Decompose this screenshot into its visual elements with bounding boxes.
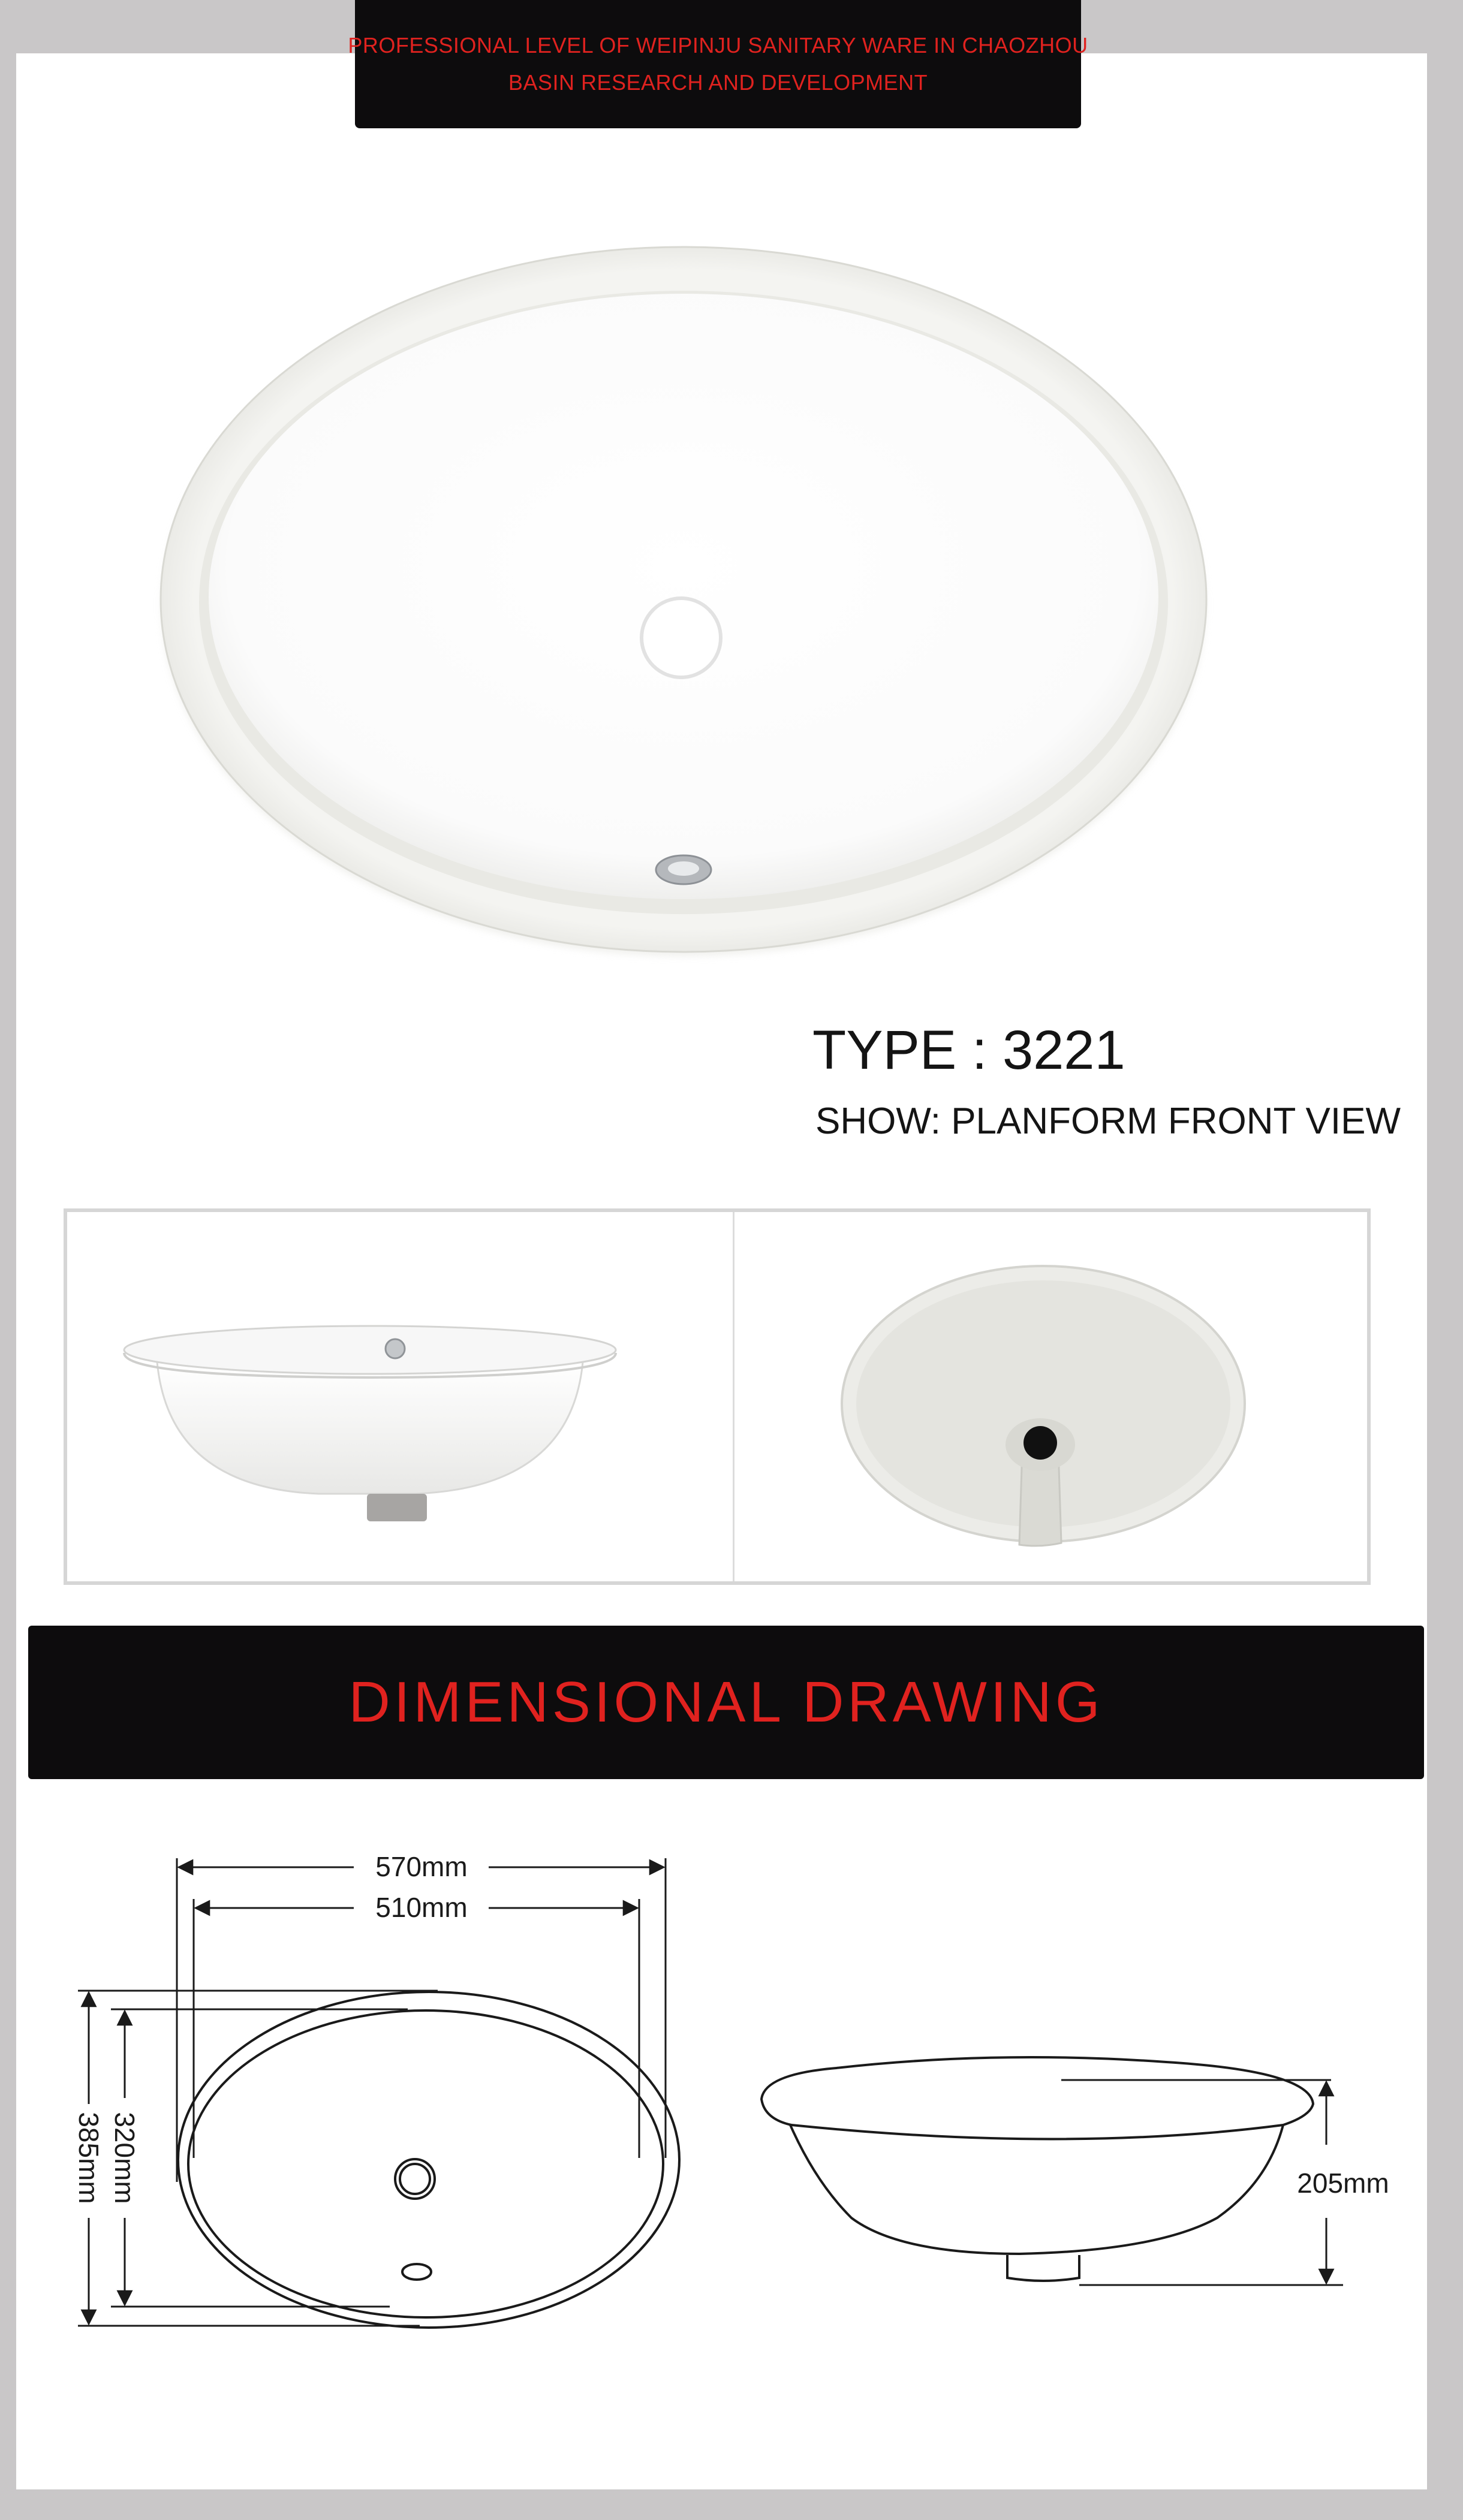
inner-bowl-outline <box>188 2010 663 2317</box>
product-type-label: TYPE : 3221 <box>812 1020 1125 1081</box>
basin-bottom-view-image <box>734 1212 1367 1581</box>
height-label: 205mm <box>1297 2168 1389 2199</box>
banner-line-1: PROFESSIONAL LEVEL OF WEIPINJU SANITARY WARE IN CHAOZHOU <box>348 33 1088 58</box>
overflow-outline-icon <box>402 2264 431 2280</box>
outer-width-label: 570mm <box>375 1851 468 1882</box>
outer-depth-label: 385mm <box>73 2112 104 2204</box>
inner-width-label: 510mm <box>375 1892 468 1923</box>
drain-hole-icon <box>642 598 721 677</box>
basin-top-view-image <box>0 0 1463 1019</box>
basin-side-view-image <box>67 1212 727 1581</box>
view-description-label: SHOW: PLANFORM FRONT VIEW <box>815 1101 1401 1142</box>
product-gallery <box>64 1208 1371 1585</box>
dimensional-drawing-banner <box>28 1626 1424 1779</box>
banner-line-2: BASIN RESEARCH AND DEVELOPMENT <box>508 70 928 95</box>
dimensional-drawing <box>0 1798 1463 2488</box>
drain-outlet-icon <box>1024 1426 1057 1460</box>
section-title: DIMENSIONAL DRAWING <box>348 1670 1104 1734</box>
side-view-rim-outline <box>761 2057 1313 2139</box>
inner-depth-label: 320mm <box>109 2112 140 2204</box>
